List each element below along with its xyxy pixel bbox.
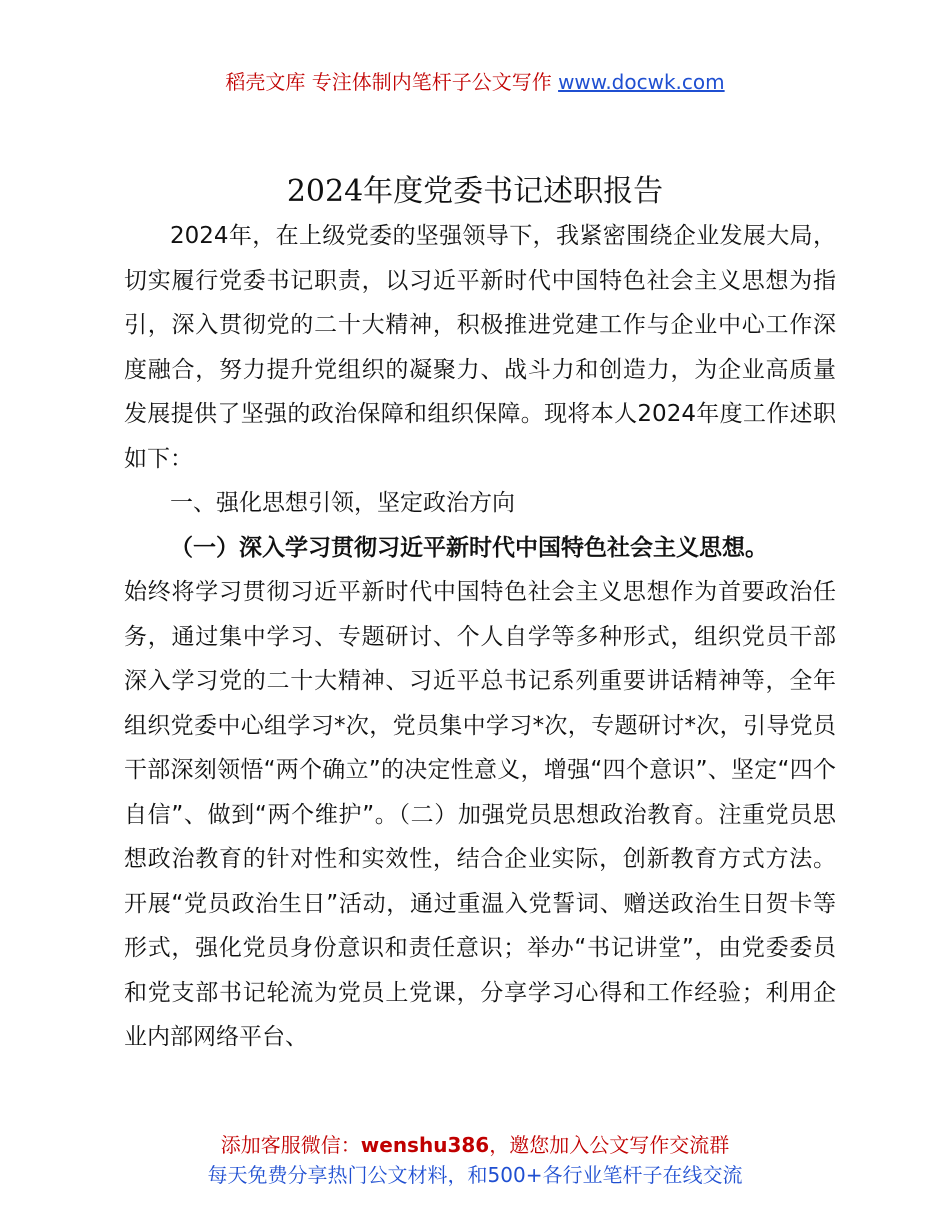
header-link[interactable]: www.docwk.com xyxy=(558,70,725,94)
footer-wechat-id: wenshu386 xyxy=(360,1133,490,1157)
page-header xyxy=(0,66,950,95)
footer-line-1-prefix: 添加客服微信： xyxy=(220,1133,361,1157)
document-title: 2024年度党委书记述职报告 xyxy=(286,174,664,209)
footer-line-1 xyxy=(0,1130,950,1160)
document-body xyxy=(124,214,836,1060)
footer-line-2: 每天免费分享热门公文材料，和500+各行业笔杆子在线交流 xyxy=(207,1163,743,1187)
section-heading-1: 一、强化思想引领，坚定政治方向 xyxy=(170,490,515,516)
subsection-body-1: 始终将学习贯彻习近平新时代中国特色社会主义思想作为首要政治任务，通过集中学习、专题研讨、个人自学等多种形式，组织党员干部深入学习党的二十大精神、习近平总书记系列重要讲话精神等，全年组织党委中心组学习*次，党员集中学习*次，专题研讨*次，引导党员干部深刻领悟“两个确立”的决定性意义，增强“四个意识”、坚定“四个自信”、做到“两个维护”。（二）加强党员思想政治教育。注重党员思想政治教育的针对性和实效性，结合企业实际，创新教育方式方法。开展“党员政治生日”活动，通过重温入党誓词、赠送政治生日贺卡等形式，强化党员身份意识和责任意识；举办“书记讲堂”，由党委委员和党支部书记轮流为党员上党课，分享学习心得和工作经验；利用企业内部网络平台、 xyxy=(124,579,836,1050)
footer-line-1-suffix: ，邀您加入公文写作交流群 xyxy=(489,1133,730,1157)
subsection-heading-1: （一）深入学习贯彻习近平新时代中国特色社会主义思想。 xyxy=(170,534,768,561)
intro-paragraph: 2024年，在上级党委的坚强领导下，我紧密围绕企业发展大局，切实履行党委书记职责，以习近平新时代中国特色社会主义思想为指引，深入贯彻党的二十大精神，积极推进党建工作与企业中心工作深度融合，努力提升党组织的凝聚力、战斗力和创造力，为企业高质量发展提供了坚强的政治保障和组织保障。现将本人2024年度工作述职如下： xyxy=(124,223,836,472)
page-footer xyxy=(0,1130,950,1190)
header-text: 稻壳文库 专注体制内笔杆子公文写作 xyxy=(225,70,559,94)
